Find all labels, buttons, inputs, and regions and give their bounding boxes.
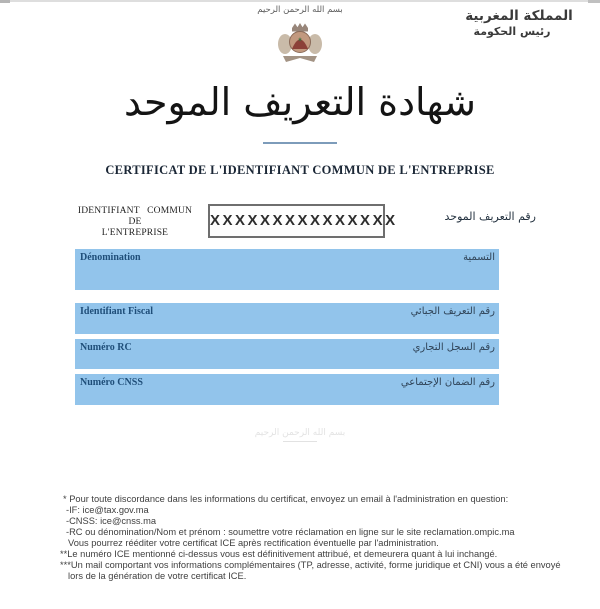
footnote-line: lors de la génération de votre certificat ICE. <box>68 571 247 581</box>
faint-calligraphy-watermark <box>250 428 350 442</box>
numero-rc-label-arabic: رقم السجل التجاري <box>412 342 495 353</box>
scan-corner-left <box>0 0 10 3</box>
scan-corner-right <box>588 0 600 3</box>
identifiant-fiscal-label-french: Identifiant Fiscal <box>80 306 154 317</box>
ice-number-box: XXXXXXXXXXXXXXX <box>208 204 385 238</box>
footnote-line: -RC ou dénomination/Nom et prénom : soumettre votre réclamation en ligne sur le site reclamation.ompic.ma <box>66 527 515 537</box>
title-divider-line <box>263 142 337 144</box>
footnote-line: ***Un mail comportant vos informations complémentaires (TP, adresse, activité, forme juridique et CNI) vous a été envoyé <box>60 560 561 570</box>
field-row-identifiant-fiscal <box>75 303 499 334</box>
ice-label-french-line2: L'ENTREPRISE <box>101 228 169 238</box>
kingdom-of-morocco-text: المملكة المغربية <box>465 8 573 24</box>
bismillah-calligraphy: بسم الله الرحمن الرحيم <box>257 5 343 15</box>
head-of-government-text: رئيس الحكومة <box>473 25 551 38</box>
numero-rc-label-french: Numéro RC <box>80 342 132 353</box>
footnote-line: -IF: ice@tax.gov.ma <box>66 505 149 515</box>
footnote-line: * Pour toute discordance dans les informations du certificat, envoyez un email à l'administration en question: <box>63 494 509 504</box>
kingdom-header <box>458 8 580 39</box>
ice-label-arabic: رقم التعريف الموحد <box>444 210 536 223</box>
footnote-line: -CNSS: ice@cnss.ma <box>66 516 157 526</box>
field-row-denomination <box>75 249 499 290</box>
morocco-coat-of-arms-icon <box>271 22 329 64</box>
field-row-numero-cnss <box>75 374 499 405</box>
ice-label-french <box>68 206 202 239</box>
watermark-underline <box>283 441 317 442</box>
field-row-numero-rc <box>75 339 499 369</box>
footnote-line: **Le numéro ICE mentionné ci-dessus vous est définitivement attribué, et demeurera quant à lui inchangé. <box>60 549 498 559</box>
certificate-title-arabic: شهادة التعريف الموحد <box>124 80 476 124</box>
numero-cnss-label-french: Numéro CNSS <box>80 377 143 388</box>
denomination-label-arabic: التسمية <box>463 252 495 263</box>
numero-cnss-label-arabic: رقم الضمان الإجتماعي <box>400 377 495 388</box>
footnotes-block <box>60 494 560 582</box>
scan-top-edge <box>0 0 600 2</box>
denomination-label-french: Dénomination <box>80 252 141 263</box>
ice-label-french-line1: IDENTIFIANT COMMUN DE <box>77 206 193 227</box>
watermark-text: بسم الله الرحمن الرحيم <box>254 428 346 438</box>
certificate-title-french: CERTIFICAT DE L'IDENTIFIANT COMMUN DE L'ENTREPRISE <box>105 163 495 177</box>
identifiant-fiscal-label-arabic: رقم التعريف الجبائي <box>410 306 495 317</box>
footnote-line: Vous pourrez rééditer votre certificat ICE après rectification éventuelle par l'administration. <box>68 538 439 548</box>
